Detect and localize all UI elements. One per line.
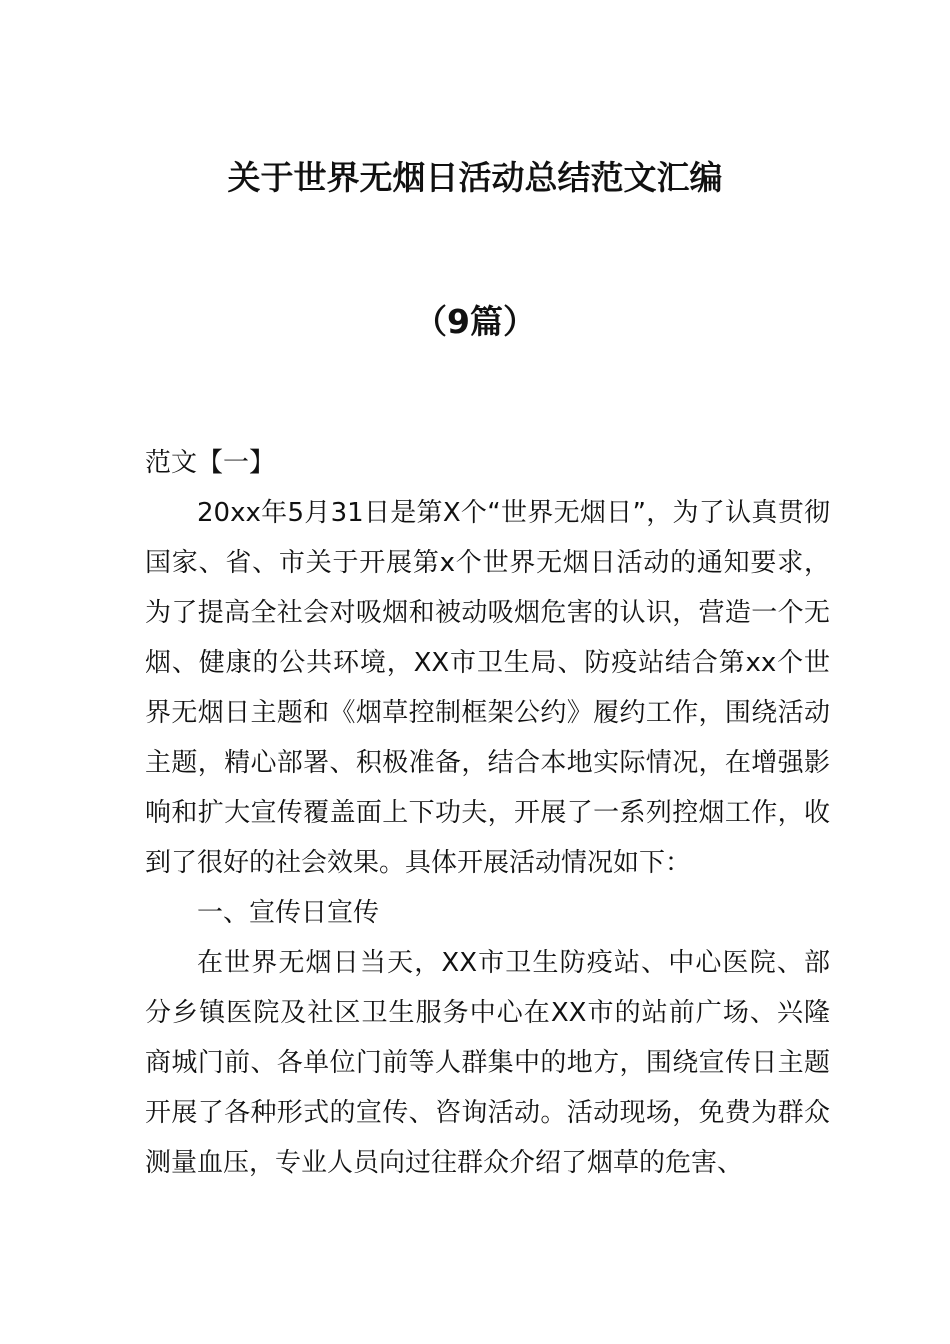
document-subtitle: （9篇） [414, 302, 536, 341]
paragraph-intro: 20xx年5月31日是第X个“世界无烟日”，为了认真贯彻国家、省、市关于开展第x个世界无烟日活动的通知要求，为了提高全社会对吸烟和被动吸烟危害的认识，营造一个无烟、健康的公共环境，XX市卫生局、防疫站结合第xx个世界无烟日主题和《烟草控制框架公约》履约工作，围绕活动主题，精心部署、积极准备，结合本地实际情况，在增强影响和扩大宣传覆盖面上下功夫，开展了一系列控烟工作，收到了很好的社会效果。具体开展活动情况如下： [145, 498, 830, 878]
document-body [145, 438, 830, 1188]
document-title: 关于世界无烟日活动总结范文汇编 [227, 158, 723, 197]
paragraph-heading: 一、宣传日宣传 [197, 898, 380, 928]
paragraph-publicity: 在世界无烟日当天，XX市卫生防疫站、中心医院、部分乡镇医院及社区卫生服务中心在XX市的站前广场、兴隆商城门前、各单位门前等人群集中的地方，围绕宣传日主题开展了各种形式的宣传、咨询活动。活动现场，免费为群众测量血压，专业人员向过往群众介绍了烟草的危害、 [145, 948, 830, 1178]
section-label: 范文【一】 [145, 448, 276, 478]
